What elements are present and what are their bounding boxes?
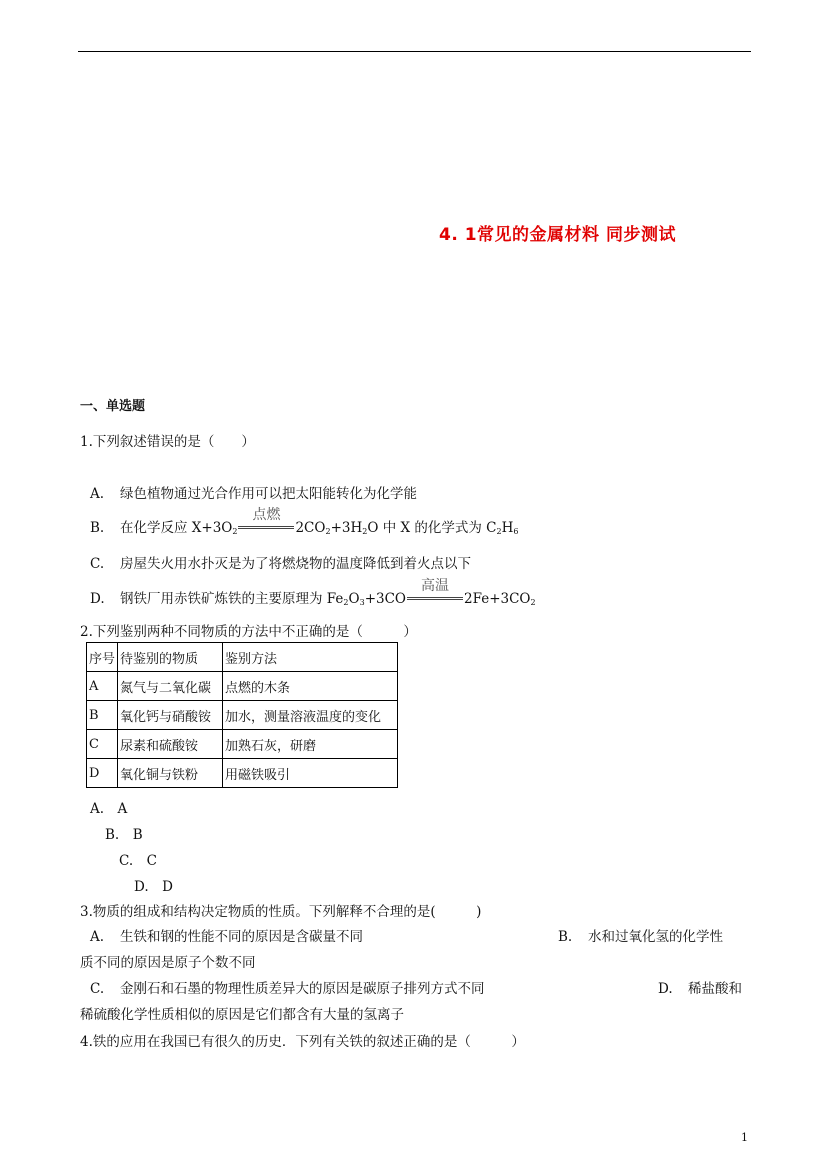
q3-option-d — [658, 977, 742, 997]
formula-subscript: 2 — [362, 527, 368, 536]
option-text: 金刚石和石墨的物理性质差异大的原因是碳原子排列方式不同 — [120, 981, 485, 997]
question-1-stem: 1.下列叙述错误的是（ ） — [80, 434, 255, 450]
table-cell: C — [87, 730, 118, 759]
option-label: A. — [90, 486, 105, 502]
option-text: 房屋失火用水扑灭是为了将燃烧物的温度降低到着火点以下 — [120, 556, 471, 572]
q2-option-d: D. D — [134, 879, 173, 895]
formula-part: +3CO — [364, 591, 406, 607]
table-header-cell: 待鉴别的物质 — [118, 643, 223, 672]
option-label: A. — [90, 929, 105, 945]
table-cell: 氧化钙与硝酸铵 — [118, 701, 223, 730]
table-row — [87, 701, 398, 730]
table-row — [87, 759, 398, 788]
q1-option-c — [90, 552, 471, 572]
question-2-stem: 2.下列鉴别两种不同物质的方法中不正确的是（ ） — [80, 624, 417, 640]
q1-option-b — [90, 507, 519, 536]
formula-part: +3H — [330, 520, 363, 536]
equals-sign — [238, 526, 294, 529]
table-row — [87, 672, 398, 701]
formula-part: 钢铁厂用赤铁矿炼铁的主要原理为 Fe — [120, 591, 344, 607]
q2-option-b: B. B — [105, 827, 143, 843]
table-row — [87, 730, 398, 759]
section-heading: 一、单选题 — [80, 399, 146, 414]
table-header-row — [87, 643, 398, 672]
formula-part: O 中 X 的化学式为 C — [367, 520, 497, 536]
formula-part: H — [501, 520, 514, 536]
condition-text: 点燃 — [252, 507, 281, 523]
formula-subscript: 3 — [359, 598, 365, 607]
formula-part: 2CO — [295, 520, 326, 536]
formula-subscript: 6 — [513, 527, 519, 536]
formula-subscript: 2 — [496, 527, 502, 536]
q1-option-a — [90, 482, 417, 502]
option-text: 水和过氧化氢的化学性 — [588, 929, 723, 945]
option-text: 稀盐酸和 — [688, 981, 742, 997]
formula-subscript: 2 — [325, 527, 331, 536]
page-number: 1 — [741, 1131, 748, 1144]
formula-part: 在化学反应 X+3O — [120, 520, 233, 536]
table-cell: 尿素和硫酸铵 — [118, 730, 223, 759]
option-label: B. — [90, 520, 105, 536]
reaction-condition — [407, 578, 463, 605]
table-header-cell: 鉴别方法 — [223, 643, 398, 672]
option-text: 生铁和钢的性能不同的原因是含碳量不同 — [120, 929, 363, 945]
option-label: C. — [90, 556, 105, 572]
q3-option-a — [90, 925, 363, 945]
formula-part: O — [348, 591, 360, 607]
q3-option-b-continued: 质不同的原因是原子个数不同 — [80, 955, 256, 971]
formula-subscript: 2 — [232, 527, 238, 536]
option-label: D. — [90, 591, 105, 607]
identification-table — [86, 642, 398, 788]
q3-option-b — [558, 925, 723, 945]
q2-option-c: C. C — [119, 853, 157, 869]
table-cell: 氮气与二氧化碳 — [118, 672, 223, 701]
condition-text: 高温 — [421, 578, 449, 594]
table-cell: 用磁铁吸引 — [223, 759, 398, 788]
formula-subscript: 2 — [530, 598, 536, 607]
option-text: 绿色植物通过光合作用可以把太阳能转化为化学能 — [120, 486, 417, 502]
q2-option-a: A. A — [90, 801, 128, 817]
q3-option-d-continued: 稀硫酸化学性质相似的原因是它们都含有大量的氢离子 — [80, 1007, 404, 1023]
table-cell: 加熟石灰，研磨 — [223, 730, 398, 759]
table-cell: B — [87, 701, 118, 730]
equals-sign — [407, 597, 463, 600]
formula-subscript: 2 — [343, 598, 349, 607]
table-header-cell: 序号 — [87, 643, 118, 672]
document-title: 4. 1常见的金属材料 同步测试 — [439, 225, 676, 245]
q1-option-d — [90, 578, 536, 607]
header-rule — [78, 51, 751, 52]
option-label: B. — [558, 929, 573, 945]
option-label: C. — [90, 981, 105, 997]
question-4-stem: 4.铁的应用在我国已有很久的历史．下列有关铁的叙述正确的是（ ） — [80, 1034, 525, 1050]
reaction-condition — [238, 507, 294, 534]
table-cell: 点燃的木条 — [223, 672, 398, 701]
table-cell: D — [87, 759, 118, 788]
table-cell: 氧化铜与铁粉 — [118, 759, 223, 788]
option-label: D. — [658, 981, 673, 997]
formula-part: 2Fe+3CO — [464, 591, 531, 607]
question-3-stem: 3.物质的组成和结构决定物质的性质。下列解释不合理的是( ) — [80, 904, 482, 920]
q3-option-c — [90, 977, 485, 997]
table-cell: A — [87, 672, 118, 701]
table-cell: 加水，测量溶液温度的变化 — [223, 701, 398, 730]
